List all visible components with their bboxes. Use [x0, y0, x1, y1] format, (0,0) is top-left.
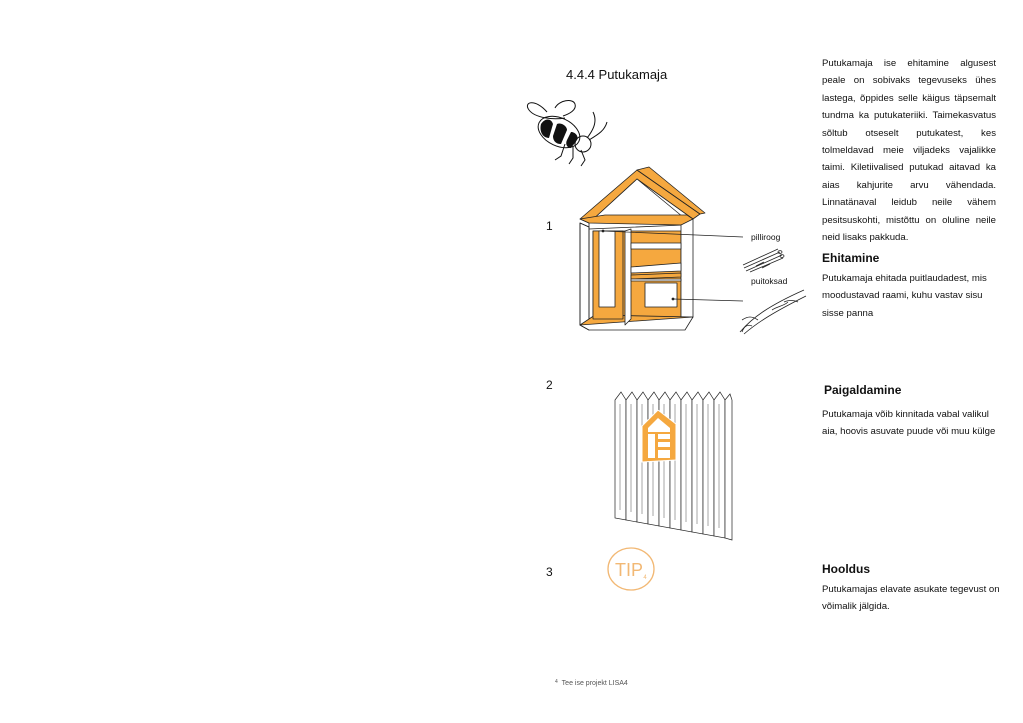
fence-illustration	[612, 390, 734, 540]
step-number-3: 3	[546, 565, 553, 579]
bee-illustration	[525, 98, 610, 168]
section-text-installation: Putukamaja võib kinnitada vabal valikul aia, hoovis asuvate puude või muu külge	[822, 409, 996, 438]
page-heading: 4.4.4 Putukamaja	[566, 67, 668, 82]
section-title-maintenance: Hooldus	[822, 562, 870, 576]
footnote	[555, 680, 628, 687]
section-title-installation: Paigaldamine	[824, 383, 902, 397]
section-text-maintenance: Putukamajas elavate asukate tegevust on võimalik jälgida.	[822, 584, 1000, 613]
tip-badge-number: 4	[643, 575, 647, 581]
section-title-building: Ehitamine	[822, 251, 880, 265]
label-twigs: puitoksad	[751, 276, 788, 286]
footnote-number: 4	[555, 679, 558, 685]
tip-badge-text: TIP	[614, 560, 644, 580]
label-reed: pilliroog	[751, 232, 781, 242]
section-text-building: Putukamaja ehitada puitlaudadest, mis moodustavad raami, kuhu vastav sisu sisse panna	[822, 273, 987, 319]
twigs-icon	[738, 286, 808, 336]
step-number-1: 1	[546, 219, 553, 233]
intro-paragraph: Putukamaja ise ehitamine algusest peale on sobivaks tegevuseks ühes lastega, õppides selle käigus täpsemalt tundma ka putukateriiki. Taimekasvatus sõltub otseselt putukatest, kes tolmeldavad meie viljadeks vajalikke taimi. Kiletiivalised putukad aitavad ka aias kahjurite arvu vähendada. Linnatänaval leidub neile vähem pesitsuskohti, mistõttu on oluline neile neid lisaks pakkuda.	[822, 58, 996, 244]
step-number-2: 2	[546, 378, 553, 392]
footnote-text: Tee ise projekt LISA4	[561, 680, 628, 687]
tip-badge	[606, 546, 656, 592]
reed-icon	[742, 246, 784, 274]
